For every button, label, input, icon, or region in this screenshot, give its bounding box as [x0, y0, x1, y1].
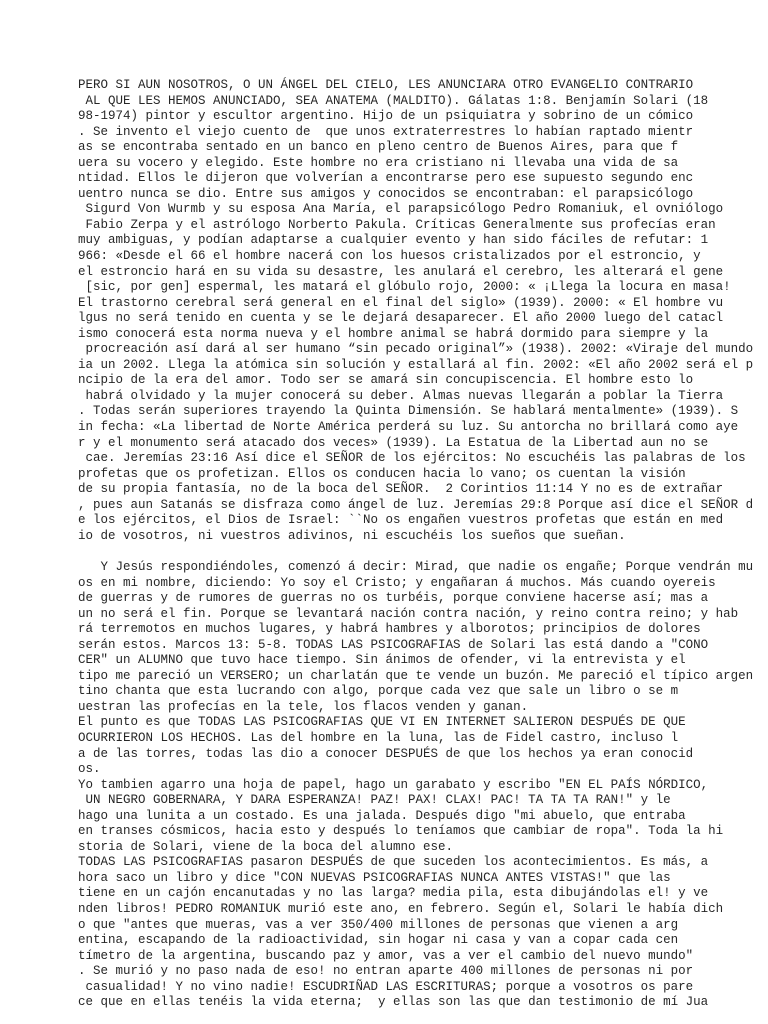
text-line: io de vosotros, ni vuestros adivinos, ni escuchéis los sueños que sueñan.: [78, 528, 626, 543]
text-line: habrá olvidado y la mujer conocerá su deber. Almas nuevas llegarán a poblar la Tierra: [78, 388, 724, 403]
text-line: os en mi nombre, diciendo: Yo soy el Cristo; y engañaran á muchos. Más cuando oyereis: [78, 575, 716, 590]
text-line: tiene en un cajón encanutadas y no las larga? media pila, esta dibujándolas el! y ve: [78, 886, 709, 901]
text-line: tipo me pareció un VERSERO; un charlatán que te vende un buzón. Me pareció el típico argen: [78, 668, 754, 683]
text-line: lgus no será tenido en cuenta y se le dejará desaparecer. El año 2000 luego del catacl: [78, 311, 724, 326]
text-line: e los ejércitos, el Dios de Israel: ``No os engañen vuestros profetas que están en med: [78, 513, 724, 528]
text-line: tímetro de la argentina, buscando paz y amor, vas a ver el cambio del nuevo mundo": [78, 948, 694, 963]
text-line: ntidad. Ellos le dijeron que volverían a encontrarse pero ese supuesto segundo enc: [78, 171, 694, 186]
text-line: rá terremotos en muchos lugares, y habrá hambres y alborotos; principios de dolores: [78, 622, 701, 637]
text-line: o que "antes que mueras, vas a ver 350/400 millones de personas que vienen a arg: [78, 917, 679, 932]
text-line: ce que en ellas tenéis la vida eterna; y ellas son las que dan testimonio de mí Jua: [78, 995, 709, 1010]
text-line: un no será el fin. Porque se levantará nación contra nación, y reino contra reino; y hab: [78, 606, 739, 621]
text-line: in fecha: «La libertad de Norte América perderá su luz. Su antorcha no brillará como aye: [78, 420, 739, 435]
text-line: [sic, por gen] espermal, les matará el glóbulo rojo, 2000: « ¡Llega la locura en masa!: [78, 280, 731, 295]
text-line: r y el monumento será atacado dos veces» (1939). La Estatua de la Libertad aun no se: [78, 435, 709, 450]
text-line: uestran las profecías en la tele, los flacos venden y ganan.: [78, 699, 529, 714]
text-line: hora saco un libro y dice "CON NUEVAS PSICOGRAFIAS NUNCA ANTES VISTAS!" que las: [78, 870, 671, 885]
text-line: UN NEGRO GOBERNARA, Y DARA ESPERANZA! PAZ! PAX! CLAX! PAC! TA TA TA RAN!" y le: [78, 793, 671, 808]
text-line: Y Jesús respondiéndoles, comenzó á decir: Mirad, que nadie os engañe; Porque vendrán mu: [78, 559, 754, 574]
text-line: nden libros! PEDRO ROMANIUK murió este ano, en febrero. Según el, Solari le había dich: [78, 901, 724, 916]
text-line: El punto es que TODAS LAS PSICOGRAFIAS QUE VI EN INTERNET SALIERON DESPUÉS DE QUE: [78, 715, 686, 730]
text-line: PERO SI AUN NOSOTROS, O UN ÁNGEL DEL CIELO, LES ANUNCIARA OTRO EVANGELIO CONTRARIO: [78, 78, 694, 92]
text-line: en transes cósmicos, hacia esto y después lo teníamos que cambiar de ropa". Toda la hi: [78, 824, 724, 839]
text-line: tino chanta que esta lucrando con algo, porque cada vez que sale un libro o se m: [78, 684, 679, 699]
text-line: serán estos. Marcos 13: 5-8. TODAS LAS PSICOGRAFIAS de Solari las está dando a "CONO: [78, 637, 709, 652]
text-line: as se encontraba sentado en un banco en pleno centro de Buenos Aires, para que f: [78, 140, 679, 155]
text-line: hago una lunita a un costado. Es una jalada. Después digo "mi abuelo, que entraba: [78, 808, 686, 823]
text-line: ncipio de la era del amor. Todo ser se amará sin concupiscencia. El hombre esto lo: [78, 373, 694, 388]
text-line: ia un 2002. Llega la atómica sin solución y estallará al fin. 2002: «El año 2002 será el p: [78, 357, 754, 372]
text-line: . Todas serán superiores trayendo la Quinta Dimensión. Se hablará mentalmente» (1939). S: [78, 404, 739, 419]
text-line: El trastorno cerebral será general en el final del siglo» (1939). 2000: « El hombre vu: [78, 295, 724, 310]
text-line: el estroncio hará en su vida su desastre, les anulará el cerebro, les alterará el gene: [78, 264, 724, 279]
text-line: AL QUE LES HEMOS ANUNCIADO, SEA ANATEMA (MALDITO). Gálatas 1:8. Benjamín Solari (18: [78, 93, 709, 108]
text-line: de su propia fantasía, no de la boca del SEÑOR. 2 Corintios 11:14 Y no es de extrañar: [78, 482, 724, 497]
text-line: storia de Solari, viene de la boca del alumno ese.: [78, 839, 454, 854]
text-line: Sigurd Von Wurmb y su esposa Ana María, el parapsicólogo Pedro Romaniuk, el ovniólogo: [78, 202, 724, 217]
text-line: 98-1974) pintor y escultor argentino. Hijo de un psiquiatra y sobrino de un cómico: [78, 109, 694, 124]
text-line: de guerras y de rumores de guerras no os turbéis, porque conviene hacerse así; mas a: [78, 591, 709, 606]
text-line: casualidad! Y no vino nadie! ESCUDRIÑAD LAS ESCRITURAS; porque a vosotros os pare: [78, 979, 694, 994]
text-line: cae. Jeremías 23:16 Así dice el SEÑOR de los ejércitos: No escuchéis las palabras de los: [78, 451, 746, 466]
document-page: [78, 78, 768, 1011]
text-line: muy ambiguas, y podían adaptarse a cualquier evento y han sido fáciles de refutar: 1: [78, 233, 709, 248]
text-line: , pues aun Satanás se disfraza como ángel de luz. Jeremías 29:8 Porque así dice el SEÑOR d: [78, 497, 754, 512]
text-line: 966: «Desde el 66 el hombre nacerá con los huesos cristalizados por el estroncio, y: [78, 249, 701, 264]
text-line: . Se murió y no paso nada de eso! no entran aparte 400 millones de personas ni por: [78, 964, 694, 979]
paragraph-gap: [78, 544, 768, 560]
text-line: CER" un ALUMNO que tuvo hace tiempo. Sin ánimos de ofender, vi la entrevista y el: [78, 653, 686, 668]
text-line: . Se invento el viejo cuento de que unos extraterrestres lo habían raptado mientr: [78, 124, 694, 139]
text-line: OCURRIERON LOS HECHOS. Las del hombre en la luna, las de Fidel castro, incluso l: [78, 730, 679, 745]
text-line: ismo conocerá esta norma nueva y el hombre animal se habrá dormido para siempre y la: [78, 326, 709, 341]
text-line: uentro nunca se dio. Entre sus amigos y conocidos se encontraban: el parapsicólogo: [78, 186, 694, 201]
text-line: profetas que os profetizan. Ellos os conducen hacia lo vano; os cuentan la visión: [78, 466, 686, 481]
text-line: uera su vocero y elegido. Este hombre no era cristiano ni llevaba una vida de sa: [78, 155, 679, 170]
text-line: entina, escapando de la radioactividad, sin hogar ni casa y van a copar cada cen: [78, 933, 679, 948]
text-line: Fabio Zerpa y el astrólogo Norberto Pakula. Críticas Generalmente sus profecías eran: [78, 217, 716, 232]
text-line: Yo tambien agarro una hoja de papel, hago un garabato y escribo "EN EL PAÍS NÓRDICO,: [78, 777, 709, 792]
paragraph-1: [78, 78, 768, 544]
text-line: TODAS LAS PSICOGRAFIAS pasaron DESPUÉS de que suceden los acontecimientos. Es más, a: [78, 855, 709, 870]
paragraph-2: [78, 560, 768, 1011]
text-line: procreación así dará al ser humano “sin pecado original”» (1938). 2002: «Viraje del mundo: [78, 342, 754, 357]
text-line: os.: [78, 762, 101, 777]
text-line: a de las torres, todas las dio a conocer DESPUÉS de que los hechos ya eran conocid: [78, 746, 694, 761]
